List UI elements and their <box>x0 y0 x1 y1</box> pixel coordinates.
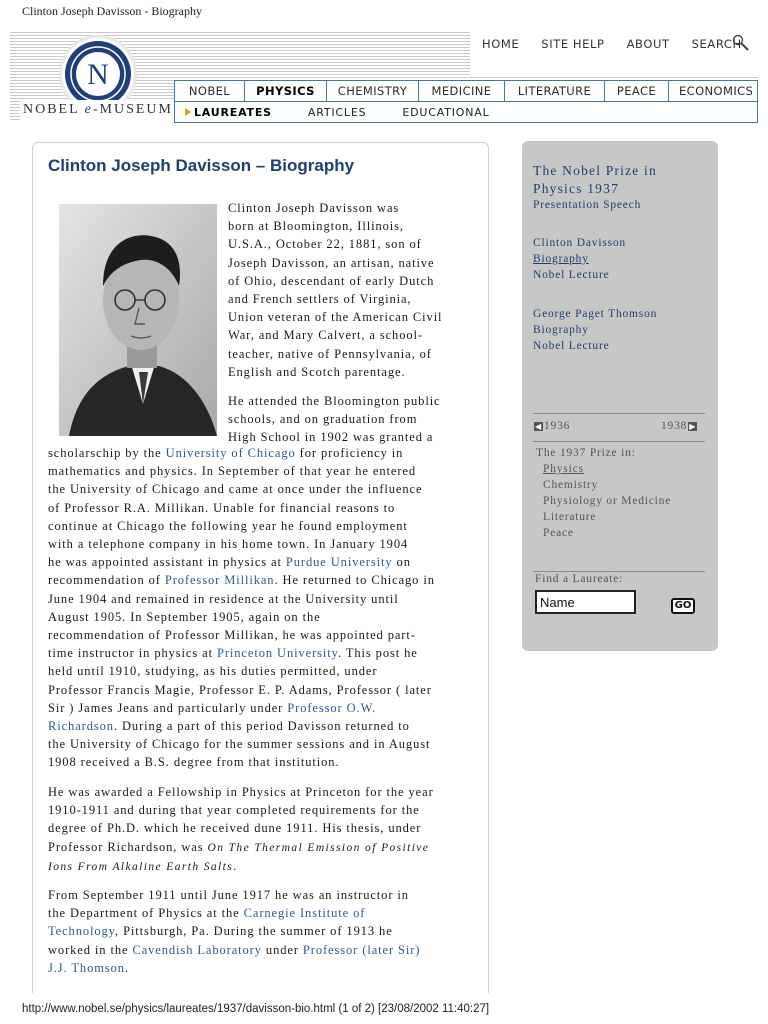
link-jj-thomson[interactable]: J.J. Thomson <box>48 960 125 975</box>
nav-site-help[interactable]: SITE HELP <box>541 37 605 51</box>
link-carnegie-institute[interactable]: Carnegie Institute of <box>243 906 366 921</box>
link-university-of-chicago[interactable]: University of Chicago <box>165 446 296 460</box>
footer-url: http://www.nobel.se/physics/laureates/1937/davisson-bio.html (1 of 2) [23/08/2002 11:40:27] <box>22 1003 490 1015</box>
link-davisson-lecture[interactable]: Nobel Lecture <box>533 269 610 281</box>
link-davisson-biography[interactable]: Biography <box>533 253 589 265</box>
link-prize-peace[interactable]: Peace <box>543 527 574 539</box>
tab-economics[interactable]: ECONOMICS <box>679 84 754 98</box>
tab-chemistry[interactable]: CHEMISTRY <box>327 81 419 101</box>
link-richardson[interactable]: Richardson <box>48 719 114 734</box>
link-technology[interactable]: Technology <box>48 924 116 939</box>
portrait-photo <box>59 204 217 436</box>
subtab-educational[interactable]: EDUCATIONAL <box>402 105 490 119</box>
link-thomson-biography[interactable]: Biography <box>533 324 589 336</box>
link-thomson-lecture[interactable]: Nobel Lecture <box>533 340 610 352</box>
magnifier-icon[interactable] <box>732 34 750 52</box>
bio-paragraph-2-top: He attended the Bloomington public schools, and on graduation from High School in 1902 was granted a <box>228 394 441 445</box>
nav-search[interactable]: SEARCH <box>691 37 742 51</box>
link-purdue-university[interactable]: Purdue University <box>285 555 393 570</box>
link-prize-medicine[interactable]: Physiology or Medicine <box>543 495 672 507</box>
find-laureate-label: Find a Laureate: <box>535 573 624 585</box>
main-tabs <box>174 80 758 101</box>
prev-arrow-icon: ◀ <box>535 421 542 431</box>
sidebar-heading: The Nobel Prize in Physics 1937 <box>533 163 657 196</box>
sidebar-divider <box>533 413 705 414</box>
tab-physics[interactable]: PHYSICS <box>245 81 327 101</box>
nav-home[interactable]: HOME <box>482 37 520 51</box>
arrow-right-icon <box>185 108 191 116</box>
link-prev-year[interactable]: ◀ 1936 <box>535 420 571 432</box>
article-title: Clinton Joseph Davisson – Biography <box>48 156 355 175</box>
link-laureate-davisson[interactable]: Clinton Davisson <box>533 237 626 249</box>
sidebar-divider <box>533 571 705 572</box>
site-header <box>10 32 758 124</box>
link-prize-physics[interactable]: Physics <box>543 463 584 475</box>
tab-peace[interactable]: PEACE <box>605 81 669 101</box>
top-nav <box>482 36 746 52</box>
tab-nobel[interactable]: NOBEL <box>175 81 245 101</box>
link-laureate-thomson[interactable]: George Paget Thomson <box>533 308 658 320</box>
bio-paragraph-1: Clinton Joseph Davisson was born at Bloomington, Illinois, U.S.A., October 22, 1881, son of Joseph Davisson, an artisan, native of Ohio, descendant of early Dutch and French settlers of Virginia, Union veteran of the American Civil War, and Mary Calvert, a school- teacher, native of Pennsylvania, of English and Scotch parentage. <box>228 201 443 379</box>
bio-paragraph-3: He was awarded a Fellowship in Physics at Princeton for the year 1910-1911 and during that year completed requirements for the degree of Ph.D. which he received dune 1911. His thesis, under Professor Richardson, was On The Thermal Emission of Positive Ions From Alkaline Earth Salts. <box>48 785 434 873</box>
subtab-laureates[interactable]: LAUREATES <box>185 106 272 119</box>
link-next-year[interactable]: 1938 ▶ <box>661 420 697 432</box>
tab-medicine[interactable]: MEDICINE <box>419 81 505 101</box>
link-professor-richardson[interactable]: Professor O.W. <box>287 700 377 715</box>
thesis-title: On The Thermal Emission of Positive <box>207 841 430 854</box>
sidebar-divider <box>533 441 705 442</box>
next-arrow-icon: ▶ <box>689 421 697 431</box>
prize-in-label: The 1937 Prize in: <box>536 447 636 459</box>
link-professor-thomson[interactable]: Professor (later Sir) <box>302 942 421 957</box>
tab-literature[interactable]: LITERATURE <box>505 81 605 101</box>
link-presentation-speech[interactable]: Presentation Speech <box>533 199 642 211</box>
subtab-articles[interactable]: ARTICLES <box>307 105 367 119</box>
logo-text[interactable]: NOBEL e-MUSEUM <box>20 100 176 120</box>
link-prize-literature[interactable]: Literature <box>543 511 597 523</box>
nav-about[interactable]: ABOUT <box>626 37 670 51</box>
sub-tabs <box>174 101 758 123</box>
link-professor-millikan[interactable]: Professor Millikan <box>164 573 275 588</box>
link-prize-chemistry[interactable]: Chemistry <box>543 479 599 491</box>
link-princeton-university[interactable]: Princeton University <box>217 646 338 661</box>
page-title: Clinton Joseph Davisson - Biography <box>22 4 202 18</box>
svg-text:N: N <box>87 58 109 91</box>
laureate-search-input[interactable]: Name <box>535 590 636 614</box>
link-cavendish-laboratory[interactable]: Cavendish Laboratory <box>132 942 262 957</box>
bio-paragraph-4: From September 1911 until June 1917 he was an instructor in the Department of Physics at the Carnegie Institute of Technology, Pittsburgh, Pa. During the summer of 1913 he worked in the Cavendish Laboratory under Professor (later Sir) J.J. Thomson. <box>48 888 421 975</box>
bio-paragraph-2: scholarschip by the University of Chicago for proficiency in mathematics and physics. In September of that year he entered the University of Chicago and came at once under the influence of Professor R.A. Millikan. Unable for financial reasons to continue at Chicago the following year he found employment with a telephone company in his home town. In January 1904 he was appointed assistant in physics at Purdue University on recommendation of Professor Millikan. He returned to Chicago in June 1904 and remained in residence at the University until August 1905. In September 1905, again on the recommendation of Professor Millikan, he was appointed part- time instructor in physics at Princeton University. This post he held until 1910, studying, as his duties permitted, under Professor Francis Magie, Professor E. P. Adams, Professor ( later Sir ) James Jeans and particularly under Professor O.W. Richardson. During a part of this period Davisson returned to the University of Chicago for the summer sessions and in August 1908 received a B.S. degree from that institution. <box>48 446 435 770</box>
go-button[interactable]: GO <box>671 598 695 614</box>
